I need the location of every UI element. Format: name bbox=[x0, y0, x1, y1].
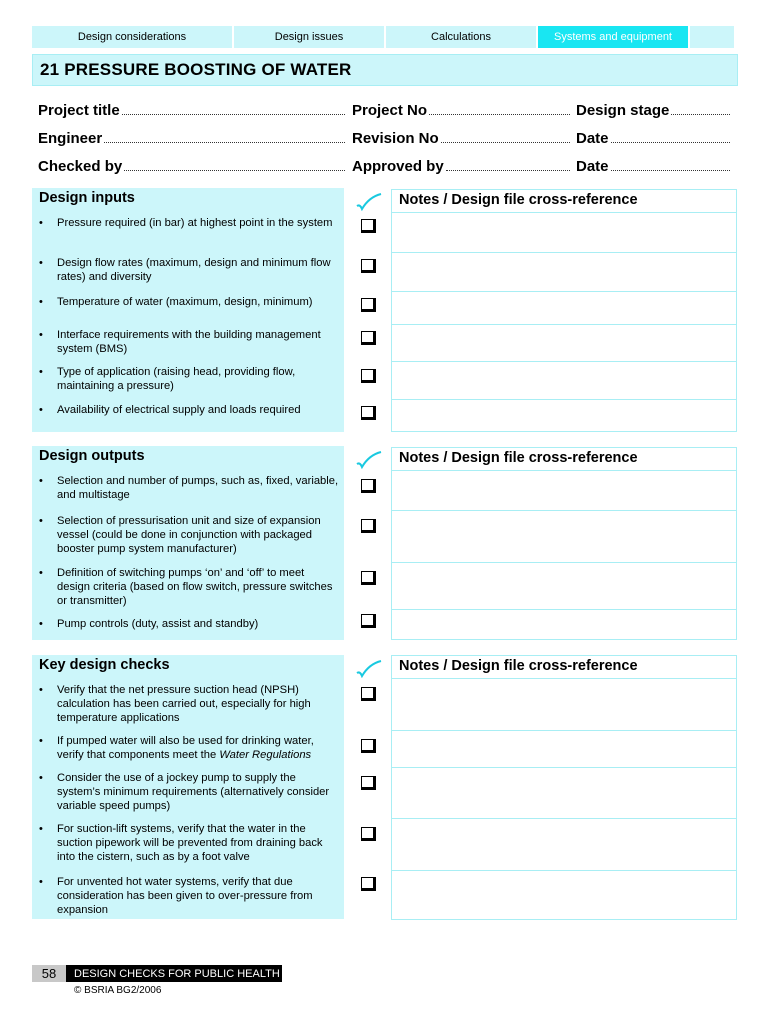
notes-row[interactable] bbox=[392, 730, 736, 767]
engineer-field[interactable]: Engineer bbox=[38, 127, 345, 147]
design-stage-field[interactable]: Design stage bbox=[576, 99, 730, 119]
notes-row[interactable] bbox=[392, 399, 736, 431]
key-design-checks-notes bbox=[391, 655, 737, 920]
checkbox[interactable] bbox=[361, 298, 376, 312]
series-title: DESIGN CHECKS FOR PUBLIC HEALTH bbox=[66, 965, 282, 982]
meta-row-3 bbox=[38, 155, 730, 175]
page-title-bar bbox=[32, 54, 738, 86]
page-title: 21 PRESSURE BOOSTING OF WATER bbox=[40, 60, 352, 79]
notes-row[interactable] bbox=[392, 510, 736, 562]
notes-heading: Notes / Design file cross-reference bbox=[399, 658, 638, 674]
checkbox[interactable] bbox=[361, 614, 376, 628]
revision-no-field[interactable]: Revision No bbox=[352, 127, 570, 147]
notes-row[interactable] bbox=[392, 870, 736, 919]
meta-row-1 bbox=[38, 99, 730, 119]
notes-row[interactable] bbox=[392, 252, 736, 291]
design-outputs-notes bbox=[391, 447, 737, 640]
check-mark-icon bbox=[356, 451, 382, 469]
design-outputs-panel: Design outputs • Selection and number of pumps, such as, fixed, variable, and multistage • Selection of pressurisation unit and size of expansion vessel (could be done in conjunction with packaged booster pump system manufacturer) • Definition of switching pumps ‘on’ and ‘off’ to meet design criteria (based on flow switch, pressure switches or transmitter) • Pump controls (duty, assist and standby) bbox=[32, 446, 344, 640]
approved-by-field[interactable]: Approved by bbox=[352, 155, 570, 175]
checkbox[interactable] bbox=[361, 519, 376, 533]
design-inputs-heading: Design inputs bbox=[39, 190, 135, 206]
date-field[interactable]: Date bbox=[576, 127, 730, 147]
key-design-checks-heading: Key design checks bbox=[39, 657, 170, 673]
tab-calculations[interactable]: Calculations bbox=[386, 26, 536, 48]
check-mark-icon bbox=[356, 660, 382, 678]
notes-row[interactable] bbox=[392, 818, 736, 870]
checkbox[interactable] bbox=[361, 219, 376, 233]
copyright-text: © BSRIA BG2/2006 bbox=[74, 985, 162, 996]
drinking-water-text-main: If pumped water will also be used for drinking water, verify that components meet the Water Regulations bbox=[57, 735, 314, 761]
notes-row[interactable] bbox=[392, 609, 736, 639]
check-mark-icon bbox=[356, 193, 382, 211]
notes-heading: Notes / Design file cross-reference bbox=[399, 450, 638, 466]
checkbox[interactable] bbox=[361, 259, 376, 273]
notes-row[interactable] bbox=[392, 767, 736, 818]
notes-row[interactable] bbox=[392, 562, 736, 609]
drinking-water-text bbox=[57, 734, 339, 762]
notes-row[interactable] bbox=[392, 291, 736, 324]
key-design-checks-panel: Key design checks • Verify that the net pressure suction head (NPSH) calculation has been carried out, especially for high temperature applications • If pumped water will also be used for drinking water, verify that components meet the Water Regulations • Consider the use of a jockey pump to supply the system’s minimum requirements (alternatively consider variable speed pumps) • For suction-lift systems, verify that the water in the suction pipework will be prevented from draining back into the cistern, such as by a foot valve • For unvented hot water systems, verify that due consideration has been given to over-pressure from expansion bbox=[32, 655, 344, 919]
checkbox[interactable] bbox=[361, 827, 376, 841]
water-regulations-text: Water Regulations bbox=[219, 749, 312, 761]
checkbox[interactable] bbox=[361, 776, 376, 790]
tab-design-issues[interactable]: Design issues bbox=[234, 26, 384, 48]
notes-row[interactable] bbox=[392, 324, 736, 361]
section-tabs bbox=[32, 26, 736, 48]
date-approved-field[interactable]: Date bbox=[576, 155, 730, 175]
checkbox[interactable] bbox=[361, 571, 376, 585]
notes-row[interactable] bbox=[392, 212, 736, 252]
checkbox[interactable] bbox=[361, 739, 376, 753]
project-title-field[interactable]: Project title bbox=[38, 99, 345, 119]
checkbox[interactable] bbox=[361, 331, 376, 345]
design-inputs-panel: Design inputs • Pressure required (in bar) at highest point in the system • Design flow rates (maximum, design and minimum flow rates) and diversity • Temperature of water (maximum, design, minimum) • Interface requirements with the building management system (BMS) • Type of application (raising head, providing flow, maintaining a pressure) • Availability of electrical supply and loads required bbox=[32, 188, 344, 432]
notes-row[interactable] bbox=[392, 678, 736, 730]
tab-design-considerations[interactable]: Design considerations bbox=[32, 26, 232, 48]
page-number: 58 bbox=[32, 965, 66, 982]
design-outputs-heading: Design outputs bbox=[39, 448, 145, 464]
checkbox[interactable] bbox=[361, 406, 376, 420]
checkbox[interactable] bbox=[361, 479, 376, 493]
notes-row[interactable] bbox=[392, 361, 736, 399]
design-inputs-notes bbox=[391, 189, 737, 432]
meta-row-2 bbox=[38, 127, 730, 147]
notes-row[interactable] bbox=[392, 470, 736, 510]
checkbox[interactable] bbox=[361, 877, 376, 891]
project-no-field[interactable]: Project No bbox=[352, 99, 570, 119]
checked-by-field[interactable]: Checked by bbox=[38, 155, 345, 175]
tab-systems-and-equipment[interactable]: Systems and equipment bbox=[538, 26, 688, 48]
checkbox[interactable] bbox=[361, 687, 376, 701]
tab-spacer bbox=[690, 26, 734, 48]
notes-heading: Notes / Design file cross-reference bbox=[399, 192, 638, 208]
checkbox[interactable] bbox=[361, 369, 376, 383]
